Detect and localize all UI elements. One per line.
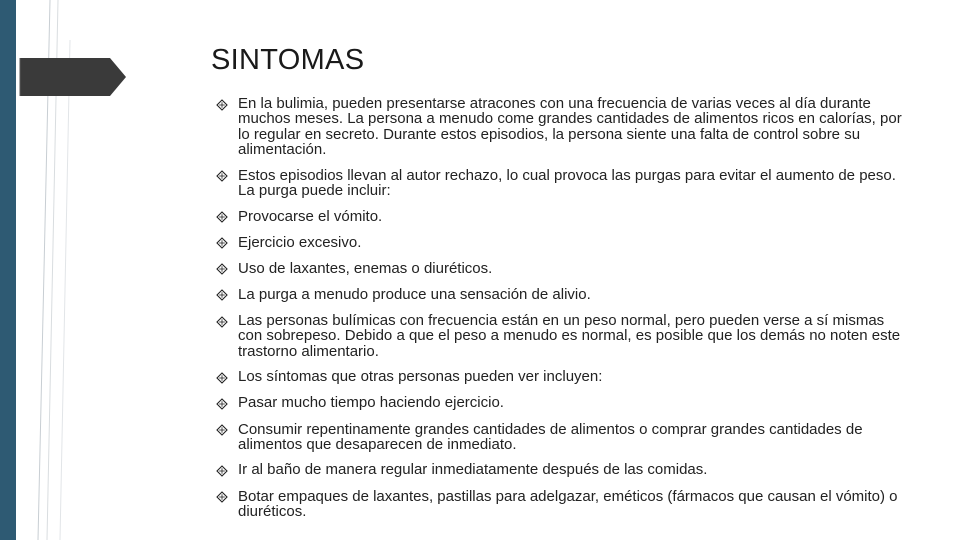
- bullet-text: Las personas bulímicas con frecuencia están en un peso normal, pero pueden verse a sí mismas con sobrepeso. Debido a que el peso a menudo es normal, es posible que los demás no noten este trastorno alimentario.: [238, 312, 901, 360]
- diamond-bullet-icon: [216, 236, 238, 251]
- bullet-text: Pasar mucho tiempo haciendo ejercicio.: [238, 394, 504, 412]
- bullet-text: Uso de laxantes, enemas o diuréticos.: [238, 259, 493, 277]
- bullet-text: Ejercicio excesivo.: [238, 233, 362, 251]
- bullet-text: Botar empaques de laxantes, pastillas para adelgazar, eméticos (fármacos que causan el vómito) o diuréticos.: [238, 487, 898, 520]
- list-item: [216, 489, 902, 520]
- list-item: [216, 422, 902, 453]
- list-item: [216, 287, 902, 303]
- diamond-bullet-icon: [216, 396, 238, 411]
- bullet-text: En la bulimia, pueden presentarse atracones con una frecuencia de varias veces al día durante muchos meses. La persona a menudo come grandes cantidades de alimentos ricos en calorías, por lo regular en secreto. Durante estos episodios, la persona siente una falta de control sobre su alimentación.: [238, 95, 902, 159]
- list-item: [216, 96, 902, 158]
- list-item: [216, 369, 902, 385]
- bullet-text: Los síntomas que otras personas pueden ver incluyen:: [238, 368, 603, 386]
- bullet-text: La purga a menudo produce una sensación de alivio.: [238, 285, 591, 303]
- diamond-bullet-icon: [216, 262, 238, 277]
- list-item: [216, 168, 902, 199]
- diamond-bullet-icon: [216, 97, 238, 112]
- list-item: [216, 313, 902, 359]
- diamond-bullet-icon: [216, 314, 238, 329]
- diamond-bullet-icon: [216, 370, 238, 385]
- decorative-lines: [0, 0, 140, 540]
- list-item: [216, 395, 902, 411]
- diamond-bullet-icon: [216, 490, 238, 505]
- bullet-text: Provocarse el vómito.: [238, 207, 383, 225]
- list-item: [216, 209, 902, 225]
- title-arrow-shape: [20, 58, 126, 96]
- bullet-text: Estos episodios llevan al autor rechazo, lo cual provoca las purgas para evitar el aumento de peso. La purga puede incluir:: [238, 166, 896, 200]
- slide-content: [216, 96, 902, 529]
- diamond-bullet-icon: [216, 210, 238, 225]
- bullet-text: Consumir repentinamente grandes cantidades de alimentos o comprar grandes cantidades de alimentos que desaparecen de inmediato.: [238, 420, 863, 453]
- list-item: [216, 235, 902, 251]
- diamond-bullet-icon: [216, 463, 238, 478]
- list-item: [216, 462, 902, 478]
- diamond-bullet-icon: [216, 169, 238, 184]
- diamond-bullet-icon: [216, 288, 238, 303]
- slide-title: SINTOMAS: [211, 44, 365, 76]
- bullet-text: Ir al baño de manera regular inmediatamente después de las comidas.: [238, 461, 708, 479]
- bullet-list: [216, 96, 902, 519]
- diamond-bullet-icon: [216, 423, 238, 438]
- list-item: [216, 261, 902, 277]
